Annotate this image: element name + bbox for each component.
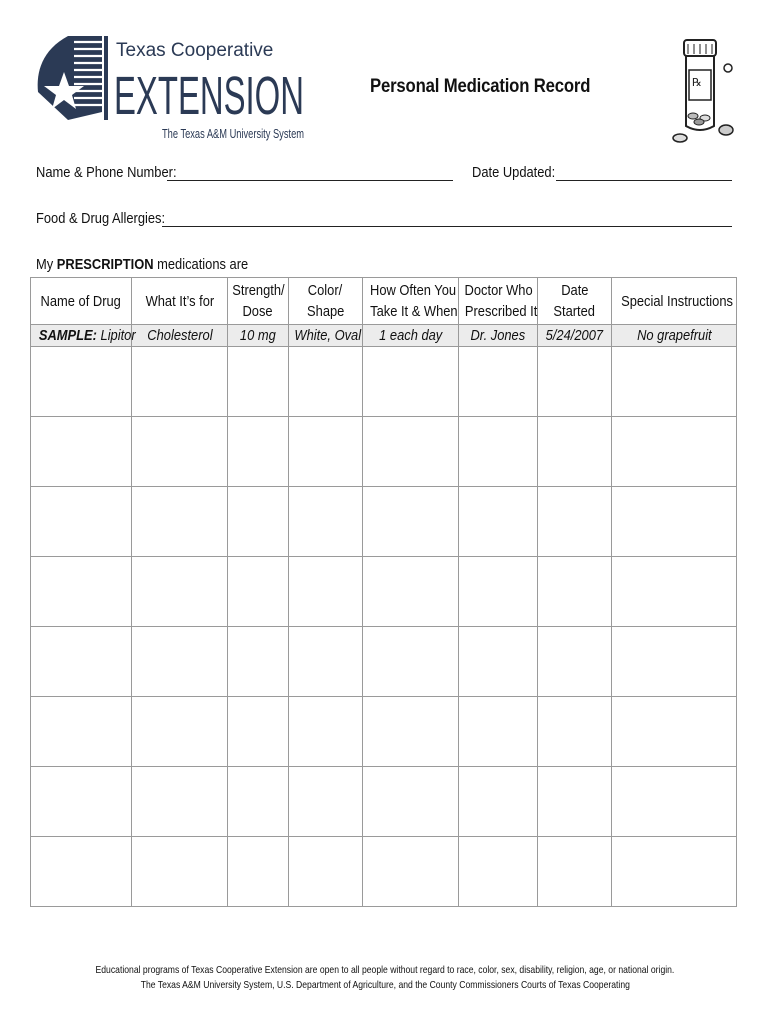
footer-line1: Educational programs of Texas Cooperative Extension are open to all people without regard to race, color, sex, disability, religion, age, or national origin. [95,964,675,976]
table-row [31,557,737,627]
entry-cell-frequency[interactable] [363,487,459,557]
table-row [31,487,737,557]
entry-cell-drug[interactable] [31,627,132,697]
entry-cell-frequency[interactable] [363,347,459,417]
sample-frequency-cell: 1 each day [363,325,459,347]
texas-cooperative-extension-logo [34,32,306,144]
entry-cell-date[interactable] [538,627,612,697]
entry-cell-shape[interactable] [289,767,363,837]
entry-cell-date[interactable] [538,557,612,627]
entry-cell-date[interactable] [538,347,612,417]
entry-cell-shape[interactable] [289,627,363,697]
table-row [31,837,737,907]
header-color-shape: Color/ Shape [289,278,363,325]
entry-cell-shape[interactable] [289,417,363,487]
entry-cell-instructions[interactable] [612,347,737,417]
entry-cell-instructions[interactable] [612,837,737,907]
table-row [31,627,737,697]
name-phone-label: Name & Phone Number: [36,164,177,181]
sample-dose-cell: 10 mg [228,325,289,347]
table-row [31,347,737,417]
texas-star-logo-mark [38,36,108,120]
entry-cell-drug[interactable] [31,767,132,837]
entry-cell-instructions[interactable] [612,557,737,627]
logo-line2: EXTENSION [114,66,304,126]
entry-cell-date[interactable] [538,697,612,767]
entry-cell-purpose[interactable] [132,417,228,487]
entry-cell-shape[interactable] [289,697,363,767]
entry-cell-doctor[interactable] [459,837,538,907]
name-phone-field[interactable] [167,180,453,181]
entry-cell-shape[interactable] [289,487,363,557]
table-header-row [31,278,737,325]
entry-cell-purpose[interactable] [132,697,228,767]
header-doctor: Doctor Who Prescribed It [459,278,538,325]
header-name-of-drug: Name of Drug [31,278,132,325]
entry-cell-purpose[interactable] [132,487,228,557]
header-date-started: Date Started [538,278,612,325]
entry-cell-frequency[interactable] [363,837,459,907]
entry-cell-instructions[interactable] [612,487,737,557]
entry-cell-doctor[interactable] [459,767,538,837]
entry-cell-purpose[interactable] [132,347,228,417]
prescription-section-heading [36,256,248,273]
allergies-label: Food & Drug Allergies: [36,210,166,227]
entry-cell-date[interactable] [538,767,612,837]
logo-line3: The Texas A&M University System [162,126,304,141]
entry-cell-dose[interactable] [228,627,289,697]
entry-cell-frequency[interactable] [363,767,459,837]
entry-cell-drug[interactable] [31,697,132,767]
entry-cell-drug[interactable] [31,347,132,417]
entry-cell-drug[interactable] [31,557,132,627]
entry-cell-instructions[interactable] [612,697,737,767]
entry-cell-purpose[interactable] [132,557,228,627]
entry-cell-drug[interactable] [31,487,132,557]
header-strength-dose: Strength/ Dose [228,278,289,325]
entry-cell-date[interactable] [538,487,612,557]
sample-date-cell: 5/24/2007 [538,325,612,347]
entry-cell-shape[interactable] [289,837,363,907]
entry-cell-date[interactable] [538,837,612,907]
date-updated-field[interactable] [556,180,732,181]
table-row [31,697,737,767]
entry-cell-doctor[interactable] [459,627,538,697]
table-row [31,417,737,487]
entry-cell-frequency[interactable] [363,697,459,767]
svg-text:℞: ℞ [692,77,702,89]
entry-cell-dose[interactable] [228,347,289,417]
section-prefix: My [36,256,54,273]
page-title: Personal Medication Record [370,76,591,97]
sample-shape-cell: White, Oval [289,325,363,347]
entry-cell-instructions[interactable] [612,417,737,487]
footer [0,963,770,993]
entry-cell-dose[interactable] [228,557,289,627]
entry-cell-drug[interactable] [31,837,132,907]
sample-purpose-cell: Cholesterol [132,325,228,347]
entry-cell-frequency[interactable] [363,417,459,487]
header-special-instructions: Special Instructions [612,278,737,325]
logo-line1: Texas Cooperative [116,40,274,61]
table-row [31,767,737,837]
sample-drug: Lipitor [100,327,136,344]
header-what-its-for: What It’s for [132,278,228,325]
entry-cell-date[interactable] [538,417,612,487]
entry-cell-shape[interactable] [289,557,363,627]
entry-cell-dose[interactable] [228,767,289,837]
entry-cell-purpose[interactable] [132,767,228,837]
sample-label: SAMPLE: [38,327,97,344]
entry-cell-doctor[interactable] [459,557,538,627]
sample-instructions-cell: No grapefruit [612,325,737,347]
entry-cell-frequency[interactable] [363,557,459,627]
sample-drug-cell [31,325,136,347]
medication-table [30,277,737,907]
entry-cell-dose[interactable] [228,487,289,557]
entry-cell-doctor[interactable] [459,417,538,487]
date-updated-label: Date Updated: [472,164,556,181]
entry-cell-drug[interactable] [31,417,132,487]
entry-cell-doctor[interactable] [459,697,538,767]
section-emphasis: PRESCRIPTION [56,256,154,273]
section-suffix: medications are [157,256,249,273]
sample-row [31,325,737,347]
entry-cell-doctor[interactable] [459,347,538,417]
entry-cell-dose[interactable] [228,837,289,907]
entry-cell-purpose[interactable] [132,627,228,697]
entry-cell-shape[interactable] [289,347,363,417]
entry-cell-purpose[interactable] [132,837,228,907]
entry-cell-instructions[interactable] [612,627,737,697]
pill-bottle-icon [668,34,740,146]
footer-line2: The Texas A&M University System, U.S. Department of Agriculture, and the County Commissioners Courts of Texas Cooperating [140,979,630,991]
entry-cell-instructions[interactable] [612,767,737,837]
allergies-field[interactable] [162,226,732,227]
sample-doctor-cell: Dr. Jones [459,325,538,347]
entry-cell-dose[interactable] [228,417,289,487]
header-how-often: How Often You Take It & When [363,278,459,325]
entry-cell-frequency[interactable] [363,627,459,697]
entry-cell-dose[interactable] [228,697,289,767]
entry-cell-doctor[interactable] [459,487,538,557]
